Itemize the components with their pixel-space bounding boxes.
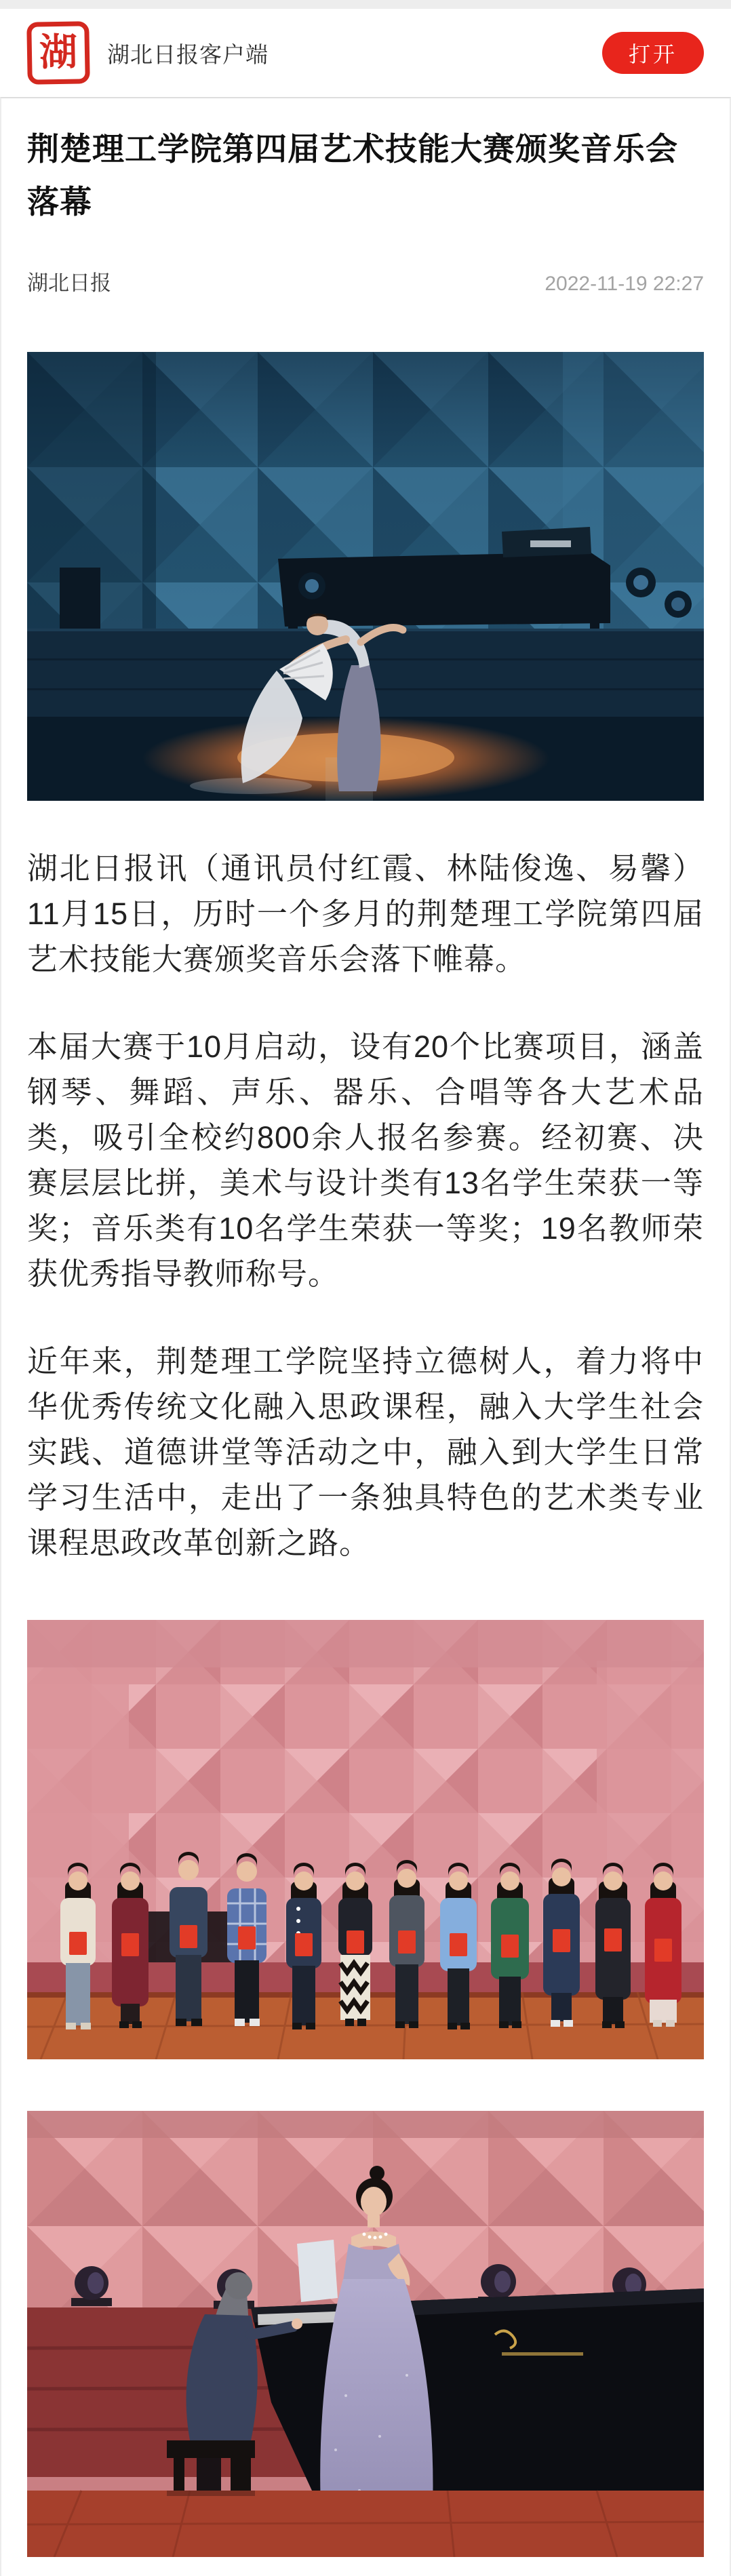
paragraph-1: 湖北日报讯（通讯员付红霞、林陆俊逸、易馨）11月15日，历时一个多月的荆楚理工学院第四届艺术技能大赛颁奖音乐会落下帷幕。 xyxy=(27,851,704,977)
publish-timestamp: 2022-11-19 22:27 xyxy=(545,273,704,296)
article-photo-dancer[interactable] xyxy=(27,352,704,801)
article-photo-award-group[interactable] xyxy=(27,1620,704,2059)
source-label: 湖北日报 xyxy=(27,271,111,296)
logo-character: 湖 xyxy=(39,31,78,75)
article-meta xyxy=(27,266,704,296)
paragraph-2: 本届大赛于10月启动，设有20个比赛项目，涵盖钢琴、舞蹈、声乐、器乐、合唱等各大艺术品类，吸引全校约800余人报名参赛。经初赛、决赛层层比拼，美术与设计类有13名学生荣获一等奖；音乐类有10名学生荣获一等奖；19名教师荣获优秀指导教师称号。 xyxy=(27,1029,704,1292)
browser-top-strip xyxy=(0,0,731,9)
singer-photo-illustration xyxy=(27,2111,704,2557)
award-group-illustration xyxy=(27,1620,704,2059)
open-app-button[interactable]: 打开 xyxy=(602,32,704,74)
dancer-photo-illustration xyxy=(27,352,704,801)
article-photo-singer[interactable] xyxy=(27,2111,704,2557)
app-name-label: 湖北日报客户端 xyxy=(107,41,269,67)
hubei-daily-logo xyxy=(26,21,90,85)
article-title: 荆楚理工学院第四届艺术技能大赛颁奖音乐会落幕 xyxy=(27,131,678,220)
app-banner xyxy=(0,9,731,97)
paragraph-3: 近年来，荆楚理工学院坚持立德树人，着力将中华优秀传统文化融入思政课程，融入大学生社会实践、道德讲堂等活动之中，融入到大学生日常学习生活中，走出了一条独具特色的艺术类专业课程思政改革创新之路。 xyxy=(27,1344,704,1561)
article-body xyxy=(0,97,731,2576)
